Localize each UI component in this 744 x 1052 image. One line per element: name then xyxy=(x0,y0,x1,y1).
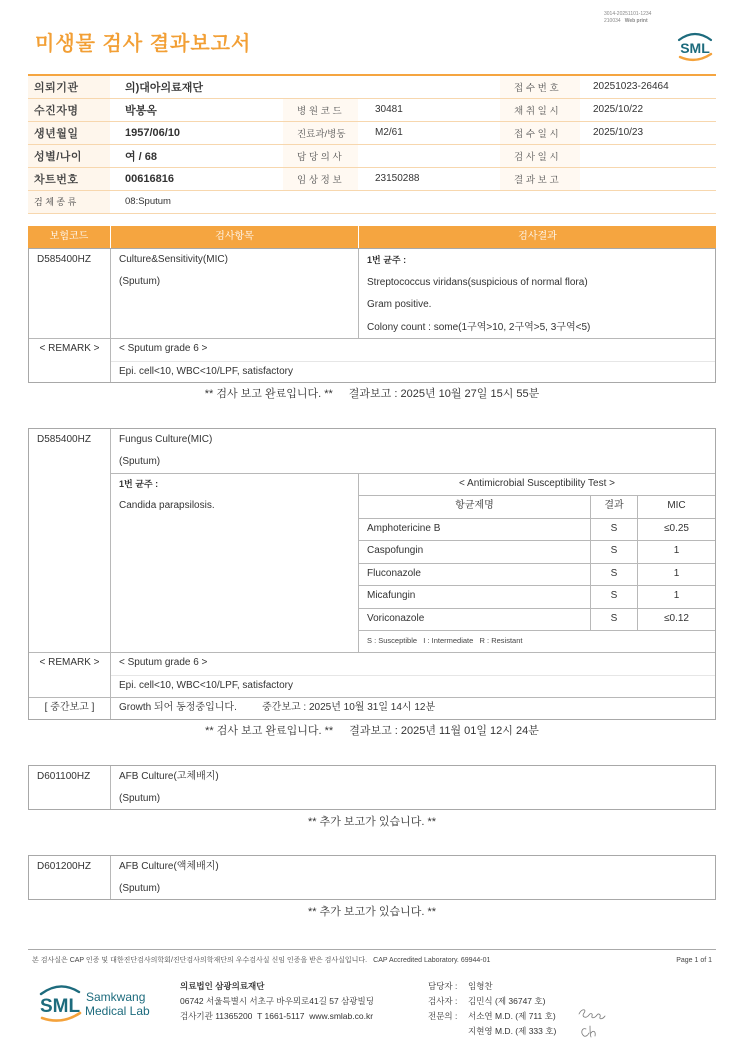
org-name: 의료법인 삼광의료재단 xyxy=(180,981,265,991)
receipt-date-value: 2025/10/23 xyxy=(580,121,716,144)
remark-line: < Sputum grade 6 > xyxy=(119,657,208,668)
ast-mic: 1 xyxy=(673,590,680,601)
accreditation-note xyxy=(32,956,490,966)
clinical-info-label: 임 상 정 보 xyxy=(283,167,358,190)
ast-col-drug: 항균제명 xyxy=(455,500,494,511)
sex-age-value: 여 / 68 xyxy=(110,144,283,167)
staff-name: 김민식 (제 36747 호) xyxy=(468,996,546,1006)
remark-line: Epi. cell<10, WBC<10/LPF, satisfactory xyxy=(119,679,293,691)
test-code: D585400HZ xyxy=(37,254,91,265)
test-block-afb-solid xyxy=(28,765,716,810)
divider xyxy=(358,249,359,338)
test-name: AFB Culture(고체배지) xyxy=(119,771,219,782)
ast-col-result: 결과 xyxy=(604,500,624,511)
collection-date-value: 2025/10/22 xyxy=(580,98,716,121)
test-date-value xyxy=(580,144,716,167)
test-code: D601200HZ xyxy=(37,861,91,872)
test-name: Fungus Culture(MIC) xyxy=(119,434,213,445)
ast-mic: 1 xyxy=(673,545,680,556)
test-code: D585400HZ xyxy=(37,434,91,445)
dept-label: 진료과/병동 xyxy=(283,121,358,144)
brand-name-line2: Medical Lab xyxy=(85,1004,150,1018)
ast-result: S xyxy=(610,567,618,579)
report-value xyxy=(580,167,716,190)
remark-line: Epi. cell<10, WBC<10/LPF, satisfactory xyxy=(119,365,293,377)
receipt-no-value: 20251023-26464 xyxy=(580,75,716,98)
receipt-no-label: 접 수 번 호 xyxy=(500,75,580,98)
staff-name: 지현영 M.D. (제 333 호) xyxy=(468,1026,557,1036)
test-block-culture-sensitivity xyxy=(28,248,716,383)
ast-drug: Caspofungin xyxy=(367,545,424,556)
info-row-birth xyxy=(28,121,716,144)
header-insurance-code: 보험코드 xyxy=(49,231,89,242)
ast-mic: ≤0.12 xyxy=(664,612,689,624)
ast-result: S xyxy=(610,545,618,556)
staff-role: 담당자 : xyxy=(428,981,458,991)
info-row-chart xyxy=(28,167,716,190)
remark-line: < Sputum grade 6 > xyxy=(119,343,208,354)
hospital-code-label: 병 원 코 드 xyxy=(283,98,358,121)
test-block-afb-liquid xyxy=(28,855,716,900)
ast-title: < Antimicrobial Susceptibility Test > xyxy=(458,478,615,489)
info-row-specimen xyxy=(28,190,716,213)
report-status xyxy=(0,386,744,402)
test-date-label: 검 사 일 시 xyxy=(500,144,580,167)
remark-label: < REMARK > xyxy=(39,343,100,354)
header-test-item: 검사항목 xyxy=(110,226,358,248)
result-gram: Gram positive. xyxy=(367,299,432,310)
bottom-logo-text: SML xyxy=(39,996,81,1017)
sml-logo-icon xyxy=(36,979,84,1025)
test-specimen: (Sputum) xyxy=(119,883,161,894)
print-mode: Web print xyxy=(624,18,648,24)
print-time: 210034 xyxy=(604,18,621,24)
specimen-value: 08:Sputum xyxy=(110,190,716,213)
result-organism: Streptococcus viridans(suspicious of normal flora) xyxy=(367,276,588,288)
staff-name: 임형찬 xyxy=(468,981,493,991)
staff-role: 검사자 : xyxy=(428,996,458,1006)
patient-info-table xyxy=(28,74,716,214)
brand-name-line1: Samkwang xyxy=(86,990,146,1004)
handwritten-signatures xyxy=(576,1005,612,1041)
receipt-date-label: 접 수 일 시 xyxy=(500,121,580,144)
patient-name-value: 박봉옥 xyxy=(110,98,283,121)
staff-role: 전문의 : xyxy=(428,1011,458,1021)
result-organism: Candida parapsilosis. xyxy=(119,500,215,511)
info-row-patient xyxy=(28,98,716,121)
divider xyxy=(110,249,111,382)
strain-label: 1번 균주 : xyxy=(367,255,407,265)
ast-drug: Voriconazole xyxy=(367,612,425,624)
birth-value: 1957/06/10 xyxy=(110,121,283,144)
sex-age-label: 성별/나이 xyxy=(28,144,110,167)
client-value: 의)대아의료재단 xyxy=(110,75,500,98)
ast-result: S xyxy=(610,522,618,534)
ast-mic: ≤0.25 xyxy=(664,522,689,534)
info-row-client xyxy=(28,75,716,98)
status-text: ** 추가 보고가 있습니다. ** xyxy=(307,906,437,918)
report-time: 결과보고 : 2025년 10월 27일 15시 55분 xyxy=(348,388,540,400)
test-name: AFB Culture(액체배지) xyxy=(119,861,219,872)
test-specimen: (Sputum) xyxy=(119,793,161,804)
ast-col-mic: MIC xyxy=(667,500,686,511)
info-row-sex-age xyxy=(28,144,716,167)
report-status xyxy=(0,723,744,739)
report-time: 결과보고 : 2025년 11월 01일 12시 24분 xyxy=(349,725,539,737)
ast-drug: Amphotericine B xyxy=(367,522,441,534)
remark-label: < REMARK > xyxy=(39,657,100,668)
org-address: 06742 서울특별시 서초구 바우뫼로41길 57 삼광빌딩 xyxy=(180,996,374,1006)
ast-result: S xyxy=(610,590,618,601)
header-test-result: 검사결과 xyxy=(358,226,716,248)
status-text: ** 검사 보고 완료입니다. ** xyxy=(204,388,333,400)
report-status xyxy=(0,904,744,920)
accreditation-text: 본 검사실은 CAP 인증 및 대한진단검사의학회/진단검사의학재단의 우수검사실 신임 인증을 받은 검사실입니다. xyxy=(32,957,368,964)
doctor-label: 담 당 의 사 xyxy=(283,144,358,167)
status-text: ** 검사 보고 완료입니다. ** xyxy=(205,725,334,737)
sml-logo-icon xyxy=(674,26,716,62)
print-code: 3014-20251101-1234 xyxy=(604,11,652,17)
ast-drug: Micafungin xyxy=(367,590,416,601)
page-number: Page 1 of 1 xyxy=(676,957,712,964)
result-colony-count: Colony count : some(1구역>10, 2구역>5, 3구역<5) xyxy=(367,321,591,333)
ast-result: S xyxy=(610,612,618,624)
status-text: ** 추가 보고가 있습니다. ** xyxy=(307,816,437,828)
org-contact: 검사기관 11365200 T 1661-5117 www.smlab.co.kr xyxy=(180,1011,374,1021)
chart-no-value: 00616816 xyxy=(110,167,283,190)
test-specimen: (Sputum) xyxy=(119,456,161,467)
clinical-info-value: 23150288 xyxy=(358,167,500,190)
report-status xyxy=(0,814,744,830)
report-label: 결 과 보 고 xyxy=(500,167,580,190)
ast-drug: Fluconazole xyxy=(367,567,421,579)
test-block-fungus-culture xyxy=(28,428,716,720)
specimen-label: 검 체 종 류 xyxy=(28,190,110,213)
ast-mic: 1 xyxy=(673,567,680,579)
divider xyxy=(110,766,111,809)
footer-divider xyxy=(28,949,716,950)
staff-name: 서소연 M.D. (제 711 호) xyxy=(468,1011,556,1021)
chart-no-label: 차트번호 xyxy=(28,167,110,190)
ast-legend: S : Susceptible I : Intermediate R : Resistant xyxy=(367,636,523,645)
divider xyxy=(110,856,111,899)
test-name: Culture&Sensitivity(MIC) xyxy=(119,254,228,265)
top-logo-text: SML xyxy=(680,40,710,56)
cap-number: CAP Accredited Laboratory. 69944-01 xyxy=(373,957,491,964)
client-label: 의뢰기관 xyxy=(28,75,110,98)
test-specimen: (Sputum) xyxy=(119,276,161,287)
report-title: 미생물 검사 결과보고서 xyxy=(35,33,252,55)
dept-value: M2/61 xyxy=(358,121,500,144)
test-code: D601100HZ xyxy=(37,771,91,782)
print-info xyxy=(604,11,651,25)
collection-date-label: 채 취 일 시 xyxy=(500,98,580,121)
birth-label: 생년월일 xyxy=(28,121,110,144)
strain-label: 1번 균주 : xyxy=(119,479,159,489)
interim-text: Growth 되어 동정중입니다. xyxy=(119,702,237,713)
results-header-bar xyxy=(28,226,716,248)
interim-label: [ 중간보고 ] xyxy=(44,702,95,713)
interim-time: 중간보고 : 2025년 10월 31일 14시 12분 xyxy=(262,702,436,713)
hospital-code-value: 30481 xyxy=(358,98,500,121)
patient-name-label: 수진자명 xyxy=(28,98,110,121)
doctor-value xyxy=(358,144,500,167)
print-time-line xyxy=(604,18,651,25)
